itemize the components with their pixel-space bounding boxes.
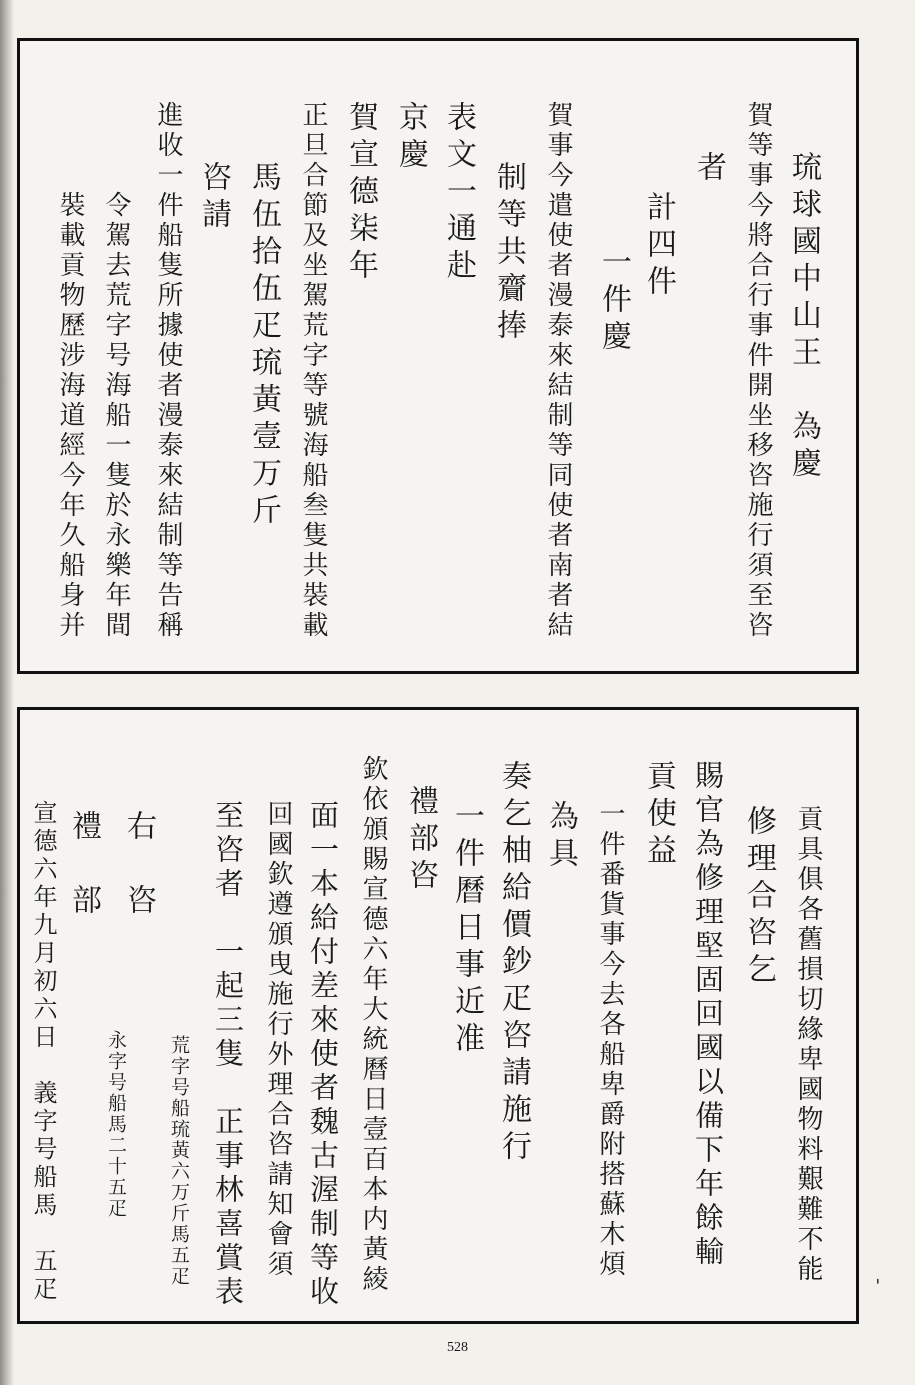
date-column: 宣德六年九月初六日 義字号船馬 五疋 <box>29 800 57 1304</box>
text-column: 禮 部 <box>66 810 101 921</box>
text-column: 一件番貨事今去各船卑爵附搭蘇木煩 <box>595 800 625 1280</box>
text-column: 貢具俱各舊損切緣卑國物料艱難不能 <box>793 805 823 1285</box>
ship-cargo-note: 永字号船馬二十五疋 <box>105 1030 127 1219</box>
text-column: 裝載貢物歷涉海道經今年久船身并 <box>55 191 85 641</box>
text-column: 為具 <box>543 800 578 874</box>
text-column: 面一本給付差來使者魏古渥制等收 <box>306 800 340 1310</box>
text-column: 欽依頒賜宣德六年大統曆日壹百本内黃綾 <box>358 755 388 1295</box>
text-column: 正旦合節及坐駕荒字等號海船叁隻共裝載 <box>298 101 328 641</box>
text-column: 賜官為修理堅固回國以備下年餘輸 <box>691 760 725 1270</box>
text-column: 令駕去荒字号海船一隻於永樂年間 <box>101 191 131 641</box>
text-column: 琉球國中山王 為慶 <box>786 151 821 484</box>
book-binding-shadow <box>0 0 14 1385</box>
text-column: 京慶 <box>393 101 428 175</box>
page-number: 528 <box>447 1340 468 1355</box>
text-column: 右 咨 <box>121 810 156 921</box>
text-column: 回國欽遵頒曳施行外理合咨請知會須 <box>263 800 293 1280</box>
text-column: 馬伍拾伍疋琉黃壹万斤 <box>246 161 281 531</box>
stray-ink-mark: ˌ <box>875 1262 881 1286</box>
text-column: 進收一件船隻所據使者漫泰來結制等告稱 <box>153 101 183 641</box>
text-column: 賀事今遣使者漫泰來結制等同使者南者結 <box>543 101 573 641</box>
ship-cargo-note: 荒字号船琉黃六万斤馬五疋 <box>168 1035 190 1287</box>
text-column: 制等共齎捧 <box>491 161 526 346</box>
text-column: 修理合咨乞 <box>741 805 776 990</box>
text-column: 賀宣德柒年 <box>343 101 378 286</box>
text-column: 一件曆日事近准 <box>449 800 484 1059</box>
text-column: 者 <box>691 151 726 188</box>
text-column: 賀等事今將合行事件開坐移咨施行須至咨 <box>743 101 773 641</box>
bottom-document-panel <box>17 707 859 1324</box>
text-column: 貢使益 <box>641 760 676 871</box>
text-column: 咨請 <box>196 161 231 235</box>
text-column: 禮部咨 <box>403 785 438 896</box>
top-document-panel <box>17 38 859 674</box>
text-column: 表文一通赴 <box>441 101 476 286</box>
text-column: 至咨者 一起三隻 正事林喜賞表 <box>211 800 245 1310</box>
text-column: 一件慶 <box>596 246 631 357</box>
text-column: 奏乞柚給價鈔疋咨請施行 <box>496 760 531 1167</box>
text-column: 計四件 <box>641 191 676 302</box>
